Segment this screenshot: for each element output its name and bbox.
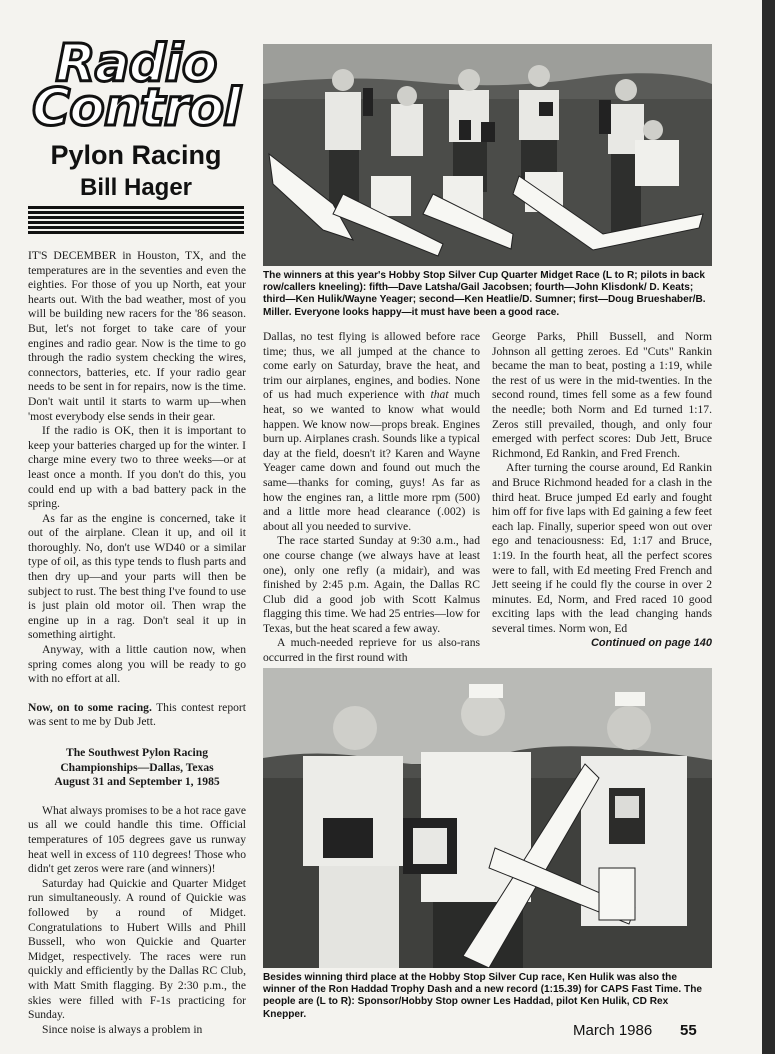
paragraph-rest: This contest report was sent to me by Dub Jett. <box>28 700 246 729</box>
trophy-photo-illustration <box>263 668 712 968</box>
page-number: 55 <box>680 1022 697 1039</box>
paragraph <box>28 701 246 730</box>
title-control: Control <box>32 78 240 138</box>
column-1 <box>28 249 246 1037</box>
author-byline: Bill Hager <box>79 174 193 201</box>
paragraph: Since noise is always a problem in <box>42 1022 203 1036</box>
group-photo-illustration <box>263 44 712 266</box>
emphasis: that <box>430 388 449 402</box>
paragraph: If the radio is OK, then it is important to keep your batteries charged up for the winter. I charge mine every two to three weeks—or at least once a month. If you don't do this, you could end up with a bad battery pack in the spring. <box>28 424 246 511</box>
event-heading <box>28 746 246 790</box>
column-3 <box>492 330 712 651</box>
event-line: The Southwest Pylon Racing <box>65 746 209 759</box>
title-stripes <box>28 206 244 240</box>
paragraph: As far as the engine is concerned, take it out of the airplane. Clean it up, and oil it thoroughly. No, don't use WD40 or a similar type of oil, as this type tends to flush parts and then dry up—and your parts will then be subject to rust. The best thing I've found to use is just plain old motor oil. Then wrap the engine up in a rag. Don't seal it up in something airtight. <box>28 511 246 642</box>
paragraph-part: much heat, so we wanted to know what would happen. We know now—props break. Engines burn up. Airplanes crash. Sounds like a typical day at the field, doesn't it? Karen and Wayne Yeager came down and found out much the same—thanks for coming, guys! As far as how the engines ran, a little more rpm (500) and a little more head clearance (.002) is about all you needed to survive. <box>263 388 481 533</box>
paragraph: IT'S DECEMBER in Houston, TX, and the temperatures are in the seventies and even the eighties. For those of you up North, eat your hearts out. With the bad weather, most of you will be building new racers for the '86 season. But, let's not forget to take care of your engines and radio gear. Now is the time to go through the radio system checking the wires, connectors, batteries, etc. If your radio gear needs to be sent in for repairs, now is the time. Don't wait until it starts to warm up—when 'most everybody else sends in their gear. <box>28 249 246 423</box>
column-2 <box>263 330 480 666</box>
paragraph: George Parks, Phill Bussell, and Norm Johnson all getting zeroes. Ed "Cuts" Rankin became the man to beat, posting a 1:19, while the rest of us were in the mid-twenties. In the second round, times fell some as a few found the needle; both Norm and Ed turned 1:17. Zeros still prevailed, though, and only four emerged with perfect scores: Dub Jett, Bruce Richmond, Ed Rankin, and Fred French. <box>492 330 712 460</box>
paragraph: Anyway, with a little caution now, when spring comes along you will be ready to go with no effort at all. <box>28 643 246 686</box>
issue-date: March 1986 <box>573 1022 653 1039</box>
paragraph: The race started Sunday at 9:30 a.m., had one course change (we always have at least one), only one refly (a midair), and was finished by 2:45 p.m. Again, the Dallas RC Club did a good job with Scott Kalmus flagging this time. We had 25 entries—low for Texas, but the heat scared a few away. <box>263 534 480 635</box>
paragraph-part: Dallas, no test flying is allowed before race time; thus, we all jumped at the chance to come early on Saturday, brave the heat, and trim our airplanes, engines, and bodies. None of us had much experience with <box>263 330 480 402</box>
paragraph: Saturday had Quickie and Quarter Midget run simultaneously. A round of Quickie was followed by a round of Midget. Congratulations to Hubert Wills and Phill Bussell, who won Quickie and Quarter Midget, respectively. The races were run quickly and efficiently by the Dallas RC Club, with Matt Smith flagging. By 2:30 p.m., the skies were filled with F-1s practicing for Sunday. <box>28 876 246 1022</box>
event-line: August 31 and September 1, 1985 <box>54 775 220 789</box>
top-photo <box>263 44 712 266</box>
bold-lead: Now, on to some racing. <box>28 700 152 714</box>
event-line: Championships—Dallas, Texas <box>60 760 214 774</box>
paragraph: A much-needed reprieve for us also-rans occurred in the first round with <box>263 636 480 665</box>
title-radio: Radio <box>55 34 217 94</box>
top-photo-caption: The winners at this year's Hobby Stop Silver Cup Quarter Midget Race (L to R; pilots in back row/callers kneeling): fifth—Dave Latsha/Gail Jacobsen; fourth—John Klisdonk/ D. Keats; third—Ken Hulik/Wayne Yeager; second—Ken Heatlie/D. Sumner; first—Doug Brueshaber/B. Miller. Everyone looks happy—it must have been a good race. <box>263 270 706 318</box>
column-name: Pylon Racing <box>50 140 222 170</box>
bottom-photo <box>263 668 712 968</box>
page-edge-shadow <box>762 0 775 1054</box>
bottom-photo-caption: Besides winning third place at the Hobby Stop Silver Cup race, Ken Hulik was also the winner of the Ron Haddad Trophy Dash and a new record (1:15.39) for CAPS Fast Time. The people are (L to R): Sponsor/Hobby Stop owner Les Haddad, pilot Ken Hulik, CD Rex Knepper. <box>263 972 702 1020</box>
paragraph: After turning the course around, Ed Rankin and Bruce Richmond headed for a clash in the third heat. Bruce jumped Ed early and fought him off for five laps with Ed gaining a few feet each lap. Finally, superior speed won out over ego and tenaciousness: Ed, 1:17 and Bruce, 1:19. In the fourth heat, all the perfect scores were to fall, with Ed meeting Fred French and Jett seeing if he could fly the course in over 2 minutes. Ed, Norm, and Fred raced 10 good exciting laps with the lead changing hands several times. Norm won, Ed <box>492 461 712 635</box>
paragraph: What always promises to be a hot race gave us all we could handle this time. Official temperatures of 105 degrees gave us runway heat well in excess of 110 degrees! Those who didn't get zeros were rare (and winners)! <box>28 803 246 876</box>
paragraph <box>263 330 480 534</box>
continued-note: Continued on page 140 <box>590 637 712 650</box>
